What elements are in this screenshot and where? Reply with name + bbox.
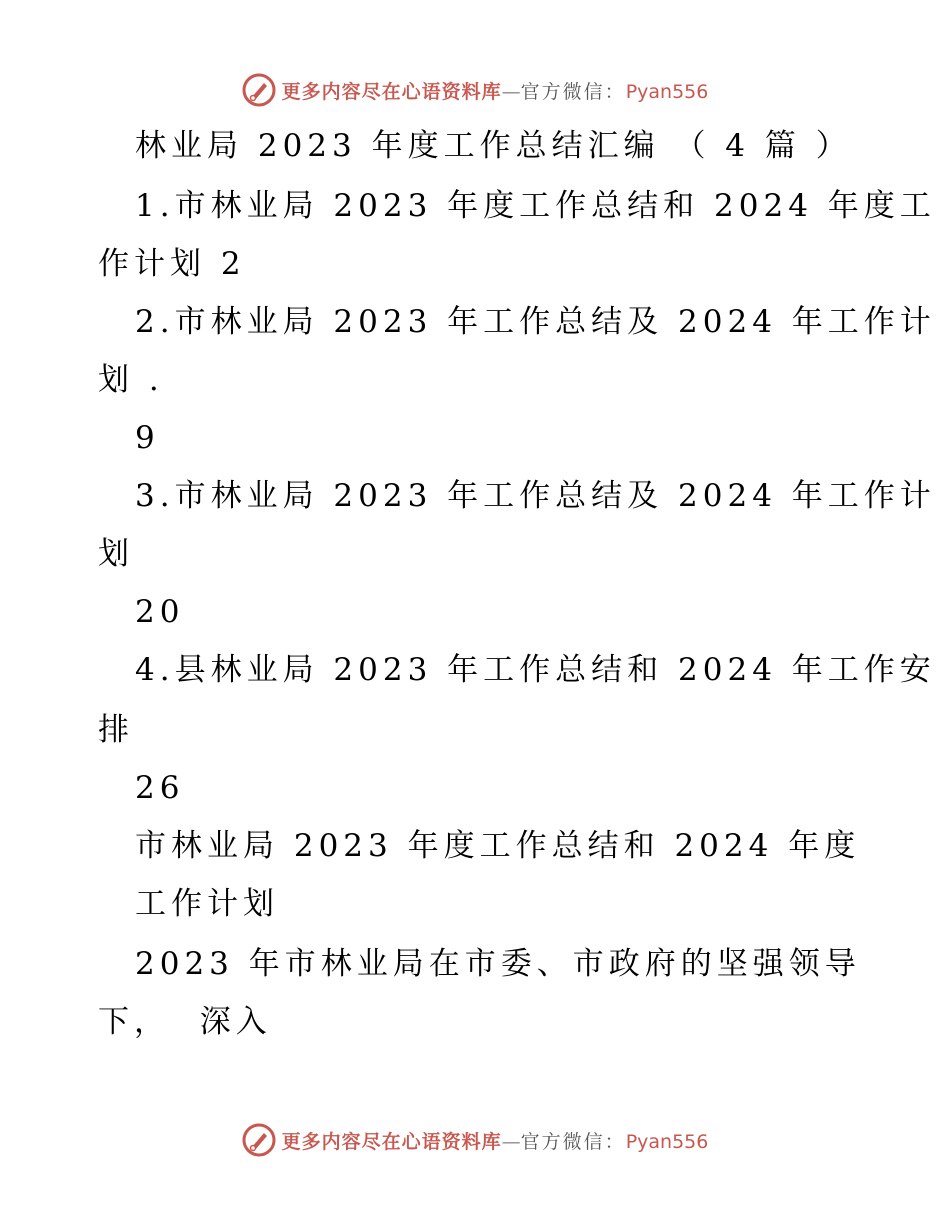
document-title: 林业局 2023 年度工作总结汇编 （ 4 篇 ） xyxy=(135,128,852,164)
toc-entry-2-page: 9 xyxy=(135,420,160,456)
body-paragraph-line1: 2023 年市林业局在市委、市政府的坚强领导 xyxy=(135,946,861,982)
toc-entry-4-line1: 4.县林业局 2023 年工作总结和 2024 年工作安 xyxy=(135,652,936,688)
brand-name: 更多内容尽在心语资料库 xyxy=(281,1130,502,1153)
section-title-line2: 工作计划 xyxy=(135,886,279,922)
body-paragraph-line2: 下， 深入 xyxy=(98,1004,272,1040)
brand-name: 更多内容尽在心语资料库 xyxy=(281,80,502,103)
banner-dash: — xyxy=(501,1130,521,1153)
wechat-label: 官方微信： xyxy=(520,1130,626,1153)
banner-dash: — xyxy=(501,80,521,103)
footer-banner xyxy=(0,1120,950,1160)
wechat-label: 官方微信： xyxy=(520,80,626,103)
toc-entry-3-page: 20 xyxy=(135,594,185,630)
wechat-handle: Pyan556 xyxy=(625,1130,709,1153)
header-banner-text xyxy=(282,77,709,104)
toc-entry-2-line1: 2.市林业局 2023 年工作总结及 2024 年工作计 xyxy=(135,304,936,340)
toc-entry-3-line2: 划 xyxy=(98,536,134,572)
section-title-line1: 市林业局 2023 年度工作总结和 2024 年度 xyxy=(135,828,861,864)
toc-entry-4-page: 26 xyxy=(135,770,185,806)
wechat-handle: Pyan556 xyxy=(625,80,709,103)
pen-logo-icon xyxy=(242,1123,276,1157)
toc-entry-3-line1: 3.市林业局 2023 年工作总结及 2024 年工作计 xyxy=(135,478,936,514)
footer-banner-text xyxy=(282,1127,709,1154)
header-banner xyxy=(0,70,950,110)
pen-logo-icon xyxy=(242,73,276,107)
toc-entry-1-line2: 作计划 2 xyxy=(98,246,246,282)
toc-entry-1-line1: 1.市林业局 2023 年度工作总结和 2024 年度工 xyxy=(135,188,936,224)
toc-entry-4-line2: 排 xyxy=(98,712,134,748)
toc-entry-2-line2: 划 . xyxy=(98,362,164,398)
